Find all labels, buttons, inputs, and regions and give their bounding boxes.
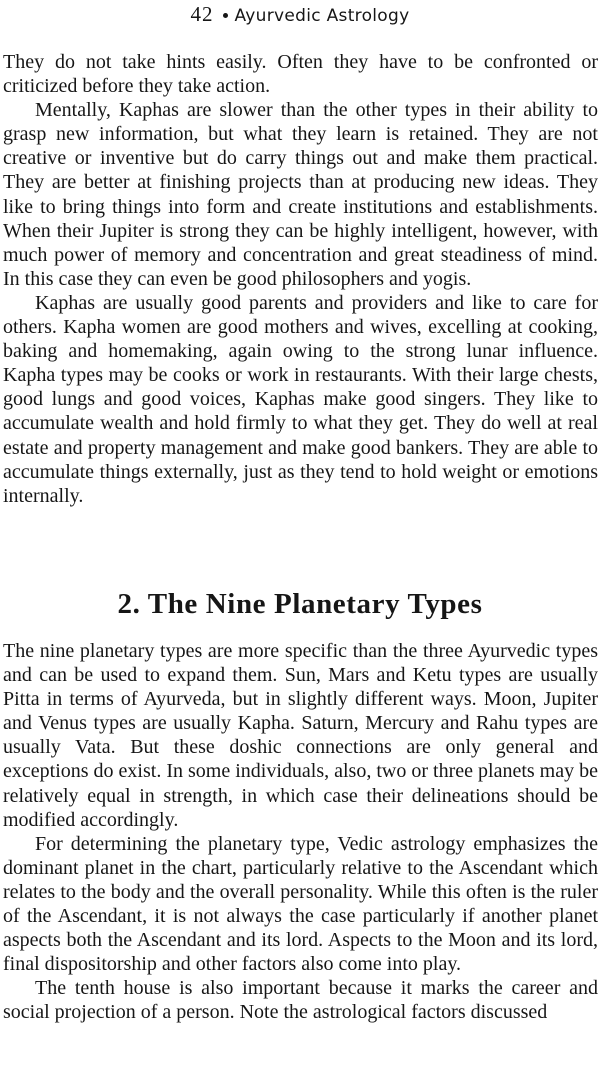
page-number: 42 <box>190 2 214 26</box>
paragraph: For determining the planetary type, Vedic astrology emphasizes the dominant planet in the chart, particularly relative to the Ascendant which relates to the body and the overall personality. While this often is the ruler of the Ascendant, it is not always the case particularly if another planet aspects both the Ascendant and its lord. Aspects to the Moon and its lord, final dispositorship and other factors also come into play. <box>3 832 598 976</box>
paragraph: Kaphas are usually good parents and providers and like to care for others. Kapha women are good mothers and wives, excelling at cooking, baking and homemaking, again owing to the strong lunar influence. Kapha types may be cooks or work in restaurants. With their large chests, good lungs and good voices, Kaphas make good singers. They like to accumulate wealth and hold firmly to what they get. They do well at real estate and property management and make good bankers. They are able to accumulate things externally, just as they tend to hold weight or emotions internally. <box>3 291 598 507</box>
body-text-bottom <box>3 639 598 1025</box>
body-text-top <box>3 50 598 508</box>
paragraph: The nine planetary types are more specific than the three Ayurvedic types and can be used to expand them. Sun, Mars and Ketu types are usually Pitta in terms of Ayurveda, but in slightly different ways. Moon, Jupiter and Venus types are usually Kapha. Saturn, Mercury and Rahu types are usually Vata. But these doshic connections are only general and exceptions do exist. In some individuals, also, two or three planets may be relatively equal in strength, in which case their delineations should be modified accordingly. <box>3 640 598 831</box>
paragraph: They do not take hints easily. Often they have to be confronted or criticized before they take action. <box>3 51 598 98</box>
paragraph: The tenth house is also important because it marks the career and social projection of a person. Note the astrological factors discussed <box>3 977 598 1024</box>
section-heading: 2. The Nine Planetary Types <box>117 588 483 620</box>
book-title: Ayurvedic Astrology <box>234 6 410 26</box>
paragraph: Mentally, Kaphas are slower than the other types in their ability to grasp new information, but what they learn is retained. They are not creative or inventive but do carry things out and make them practical. They are better at finishing projects than at producing new ideas. They like to bring things into form and create institutions and establishments. When their Jupiter is strong they can be highly intelligent, however, with much power of memory and concentration and great steadiness of mind. In this case they can even be good philosophers and yogis. <box>3 99 598 290</box>
running-header <box>0 1 600 29</box>
bullet-separator-icon <box>223 13 228 18</box>
